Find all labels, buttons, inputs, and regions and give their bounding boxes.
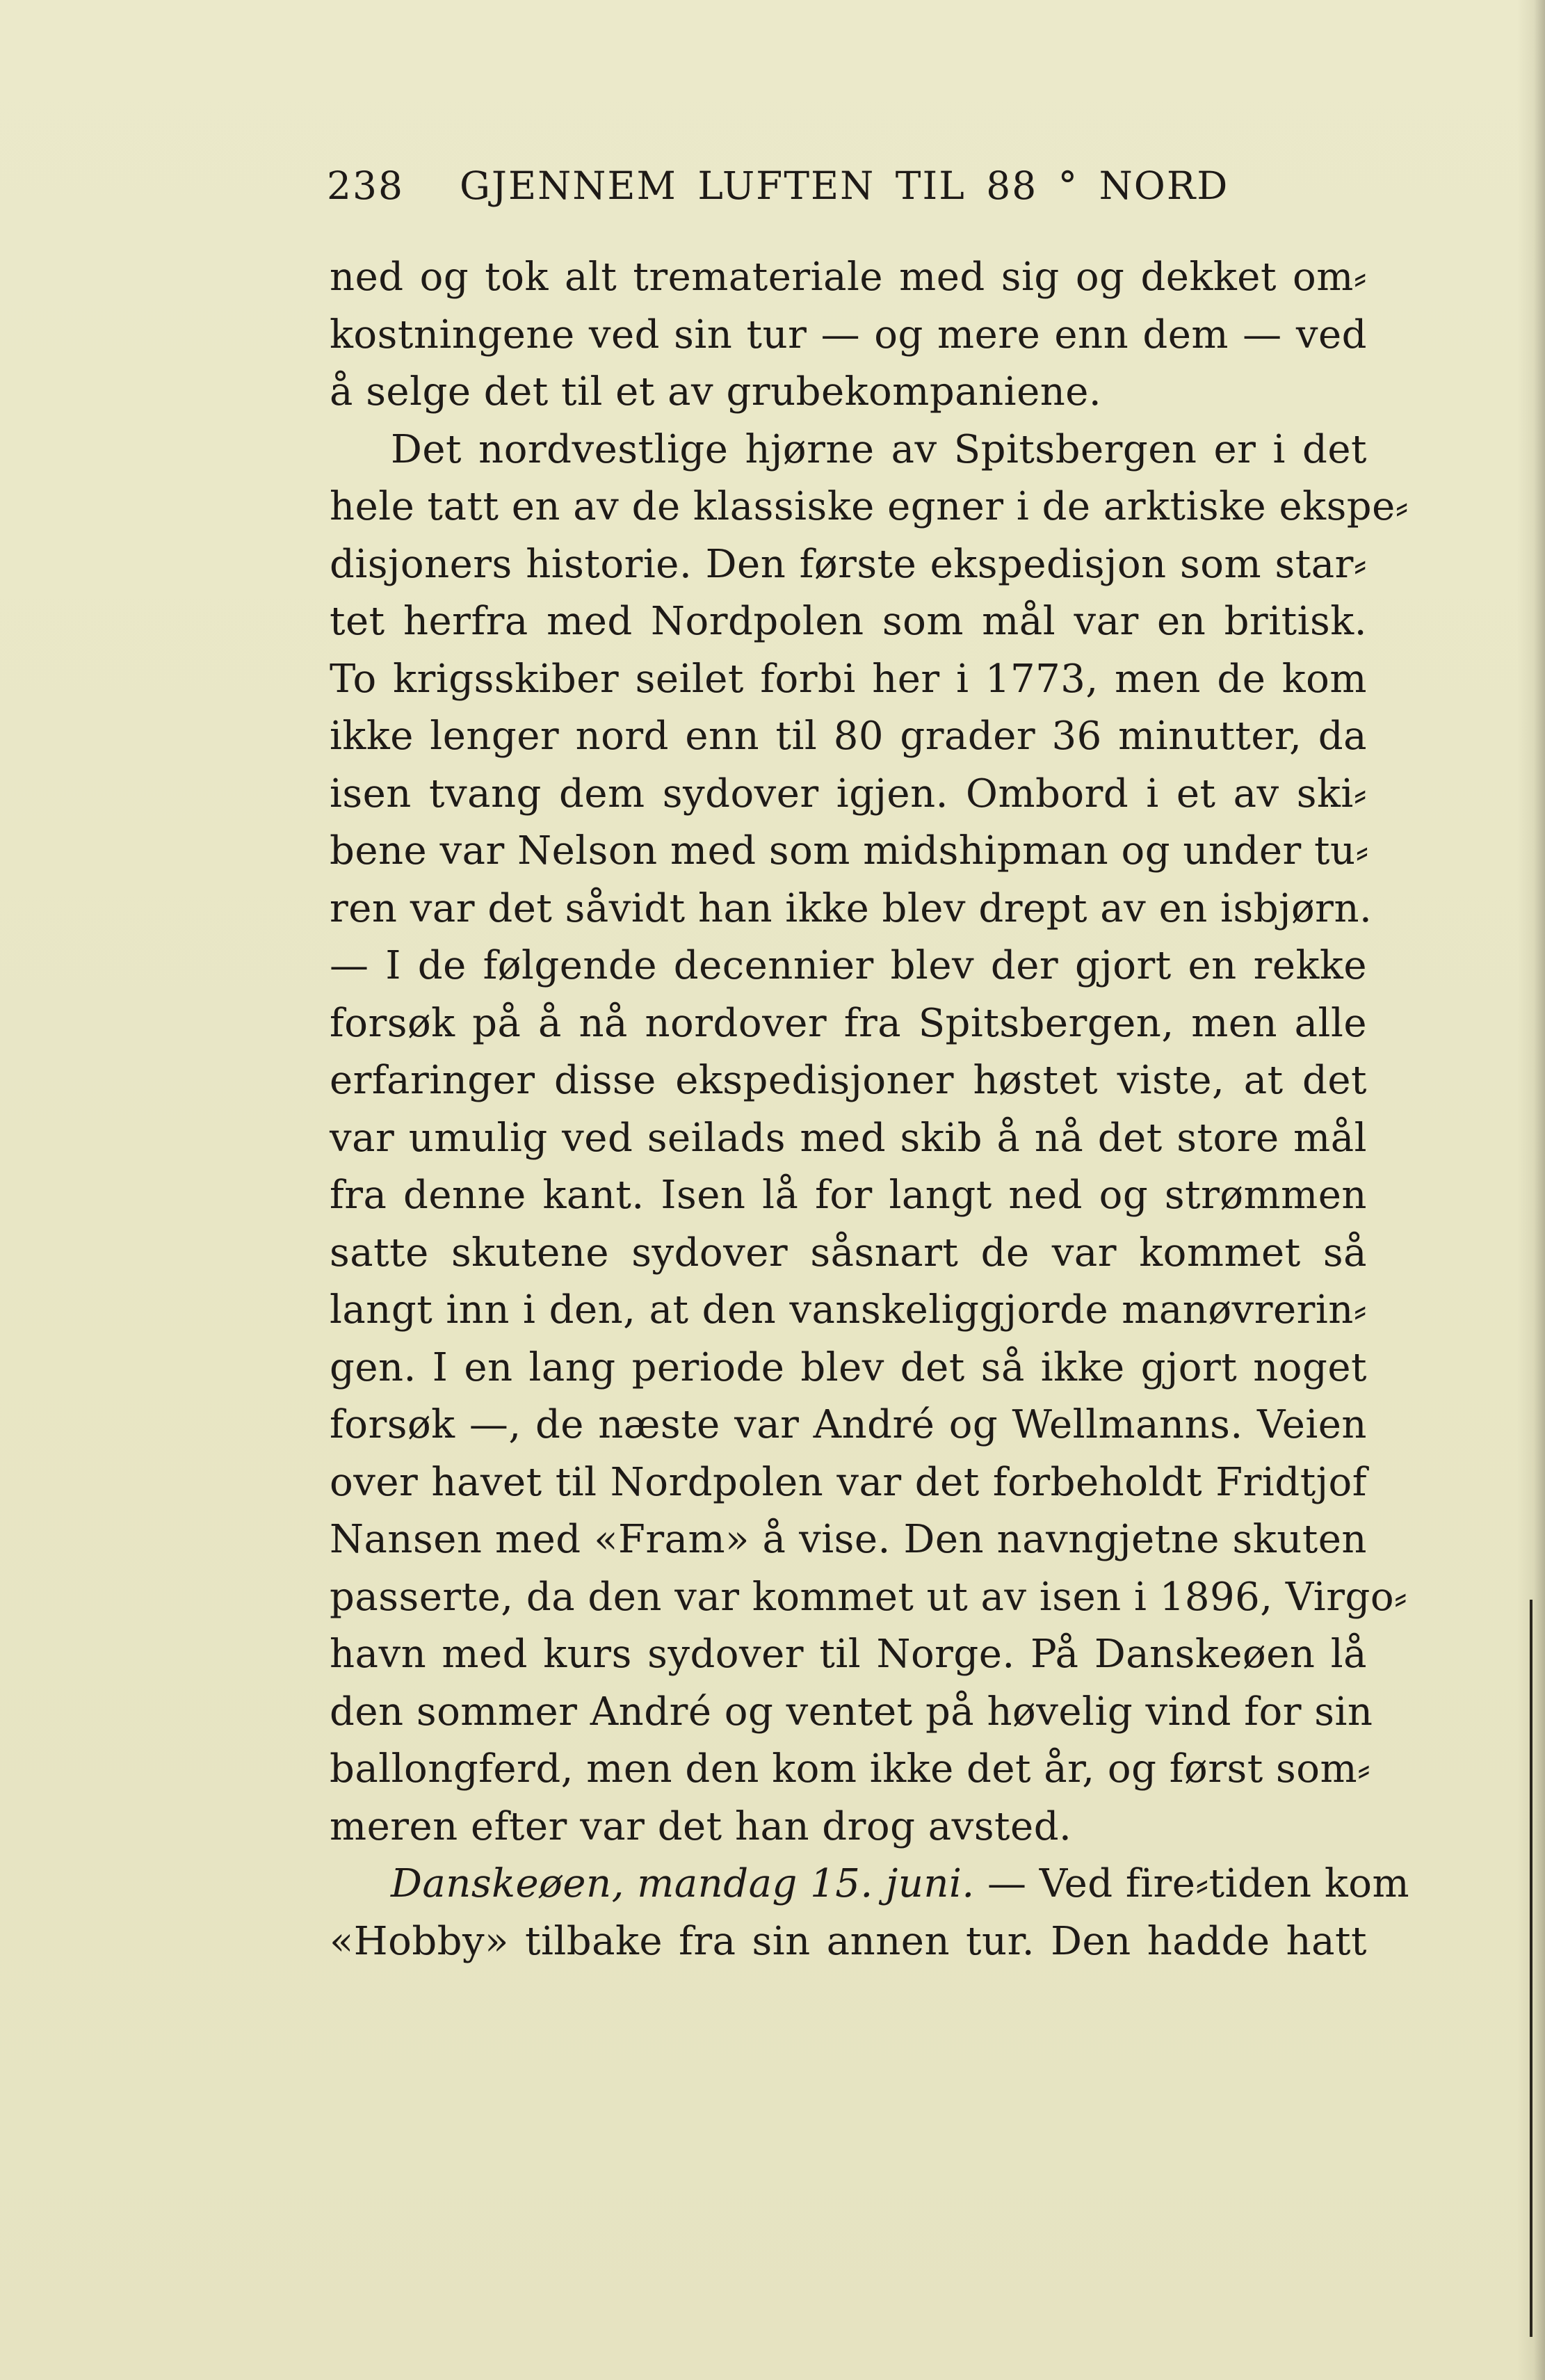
dated-entry-heading: Danskeøen, mandag 15. juni.	[391, 1861, 975, 1906]
text-line: passerte, da den var kommet ut av isen i 1896, Virgo⸗	[330, 1574, 1408, 1620]
running-title: GJENNEM LUFTEN TIL 88 ° NORD	[459, 163, 1229, 208]
text-line: — I de følgende decennier blev der gjort en rekke	[330, 943, 1367, 988]
text-line: disjoners historie. Den første ekspedisjon som star⸗	[330, 541, 1367, 587]
text-line: forsøk på å nå nordover fra Spitsbergen, men alle	[330, 1000, 1367, 1046]
text-line: isen tvang dem sydover igjen. Ombord i et av ski⸗	[330, 771, 1367, 817]
text-line: over havet til Nordpolen var det forbeholdt Fridtjof	[330, 1459, 1367, 1505]
text-line: hele tatt en av de klassiske egner i de arktiske ekspe⸗	[330, 484, 1409, 529]
text-line: var umulig ved seilads med skib å nå det store mål	[330, 1115, 1367, 1161]
text-line: den sommer André og ventet på høvelig vind for sin	[330, 1689, 1373, 1735]
text-line: fra denne kant. Isen lå for langt ned og strømmen	[330, 1173, 1367, 1218]
text-line: ned og tok alt tremateriale med sig og dekket om⸗	[330, 255, 1367, 300]
text-line: bene var Nelson med som midshipman og under tu⸗	[330, 828, 1369, 874]
dated-entry-text: — Ved fire⸗tiden kom	[974, 1861, 1410, 1906]
text-line: tet herfra med Nordpolen som mål var en britisk.	[330, 599, 1367, 644]
dated-entry-line	[330, 1856, 1410, 1913]
text-line: erfaringer disse ekspedisjoner høstet viste, at det	[330, 1058, 1367, 1103]
text-line: «Hobby» tilbake fra sin annen tur. Den hadde hatt	[330, 1918, 1367, 1964]
text-line: To krigsskiber seilet forbi her i 1773, men de kom	[330, 656, 1367, 702]
text-line: havn med kurs sydover til Norge. På Danskeøen lå	[330, 1632, 1367, 1677]
text-line: ikke lenger nord enn til 80 grader 36 minutter, da	[330, 714, 1367, 759]
page-edge-line	[1530, 1600, 1532, 2337]
text-line: forsøk —, de næste var André og Wellmanns. Veien	[330, 1402, 1367, 1447]
text-line: satte skutene sydover såsnart de var kommet så	[330, 1230, 1367, 1276]
paragraph-start-line: Det nordvestlige hjørne av Spitsbergen er i det	[391, 426, 1367, 472]
text-line: Nansen med «Fram» å vise. Den navngjetne skuten	[330, 1517, 1367, 1562]
text-line: meren efter var det han drog avsted.	[330, 1803, 1072, 1849]
page-header	[327, 163, 1370, 219]
text-line: ren var det såvidt han ikke blev drept av en isbjørn.	[330, 885, 1373, 931]
text-line: langt inn i den, at den vanskeliggjorde manøvrerin⸗	[330, 1287, 1367, 1333]
text-line: ballongferd, men den kom ikke det år, og først som⸗	[330, 1746, 1371, 1792]
text-line: å selge det til et av grubekompaniene.	[330, 369, 1102, 415]
text-line: gen. I en lang periode blev det så ikke gjort noget	[330, 1344, 1367, 1390]
text-line: kostningene ved sin tur — og mere enn dem — ved	[330, 312, 1367, 357]
body-text	[330, 249, 1410, 1970]
page-number: 238	[327, 163, 404, 208]
